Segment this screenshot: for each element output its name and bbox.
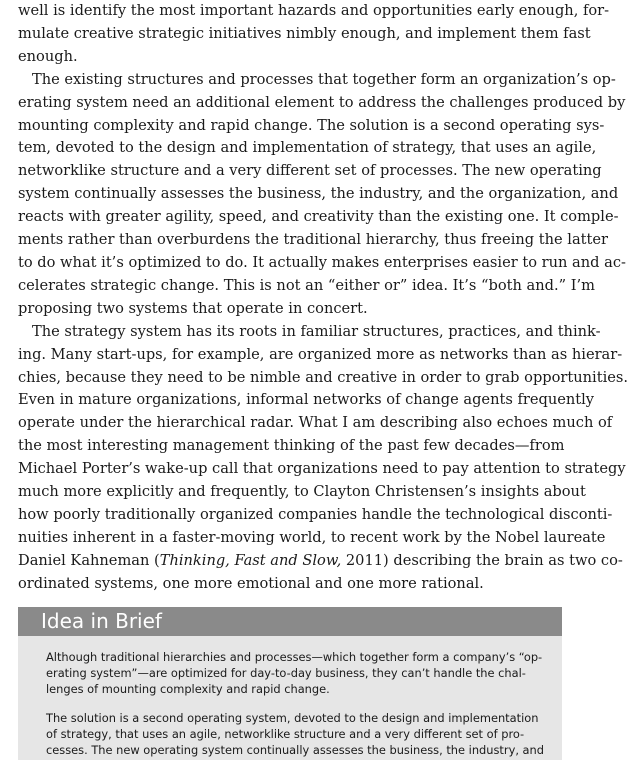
text-line: mulate creative strategic initiatives nimbly enough, and implement them fast bbox=[18, 24, 591, 42]
text-line: ing. Many start-ups, for example, are organized more as networks than as hierar- bbox=[18, 345, 623, 363]
text-line: enough. bbox=[18, 47, 78, 65]
sidebar-line: Although traditional hierarchies and processes—which together form a company’s “op- bbox=[46, 650, 543, 664]
text-line: the most interesting management thinking of the past few decades—from bbox=[18, 437, 565, 455]
sidebar-title: Idea in Brief bbox=[18, 607, 562, 636]
text-line: celerates strategic change. This is not an “either or” idea. It’s “both and.” I’m bbox=[18, 276, 595, 294]
sidebar-paragraph-2 bbox=[46, 710, 542, 759]
text-line: Even in mature organizations, informal networks of change agents frequently bbox=[18, 391, 595, 409]
text-line: reacts with greater agility, speed, and creativity than the existing one. It comple- bbox=[18, 208, 619, 226]
sidebar-body bbox=[18, 636, 562, 758]
text-line: mounting complexity and rapid change. The solution is a second operating sys- bbox=[18, 116, 605, 134]
text-fragment: 2011) describing the brain as two co- bbox=[341, 551, 623, 569]
paragraph-3 bbox=[18, 321, 628, 596]
article-body bbox=[18, 0, 628, 596]
text-line: Michael Porter’s wake-up call that organizations need to pay attention to strategy bbox=[18, 460, 626, 478]
text-line: ments rather than overburdens the traditional hierarchy, thus freeing the latter bbox=[18, 231, 608, 249]
paragraph-2 bbox=[18, 69, 626, 321]
text-line: much more explicitly and frequently, to Clayton Christensen’s insights about bbox=[18, 483, 586, 501]
text-line: well is identify the most important hazards and opportunities early enough, for- bbox=[18, 2, 610, 19]
text-line: how poorly traditionally organized companies handle the technological disconti- bbox=[18, 505, 613, 523]
text-line: chies, because they need to be nimble and creative in order to grab opportunities. bbox=[18, 368, 628, 386]
text-line: proposing two systems that operate in concert. bbox=[18, 299, 368, 317]
sidebar-line: The solution is a second operating system, devoted to the design and implementation bbox=[46, 710, 539, 725]
sidebar-line: lenges of mounting complexity and rapid change. bbox=[46, 682, 330, 697]
text-line: networklike structure and a very different set of processes. The new operating bbox=[18, 162, 602, 180]
sidebar-paragraph-1 bbox=[46, 649, 542, 698]
sidebar-line: of strategy, that uses an agile, networklike structure and a very different set of pro- bbox=[46, 726, 525, 741]
text-line: nuities inherent in a faster-moving world, to recent work by the Nobel laureate bbox=[18, 528, 606, 546]
book-title: Thinking, Fast and Slow, bbox=[159, 551, 342, 569]
text-line: The existing structures and processes that together form an organization’s op- bbox=[32, 70, 616, 88]
text-line-kahneman bbox=[18, 550, 623, 573]
idea-in-brief-sidebar bbox=[18, 607, 562, 760]
text-fragment: Daniel Kahneman ( bbox=[18, 551, 160, 569]
text-line: to do what it’s optimized to do. It actually makes enterprises easier to run and ac- bbox=[18, 253, 626, 271]
text-line: The strategy system has its roots in familiar structures, practices, and think- bbox=[32, 322, 601, 340]
paragraph-1 bbox=[18, 0, 610, 69]
text-line: ordinated systems, one more emotional and one more rational. bbox=[18, 574, 484, 592]
text-line: operate under the hierarchical radar. What I am describing also echoes much of bbox=[18, 414, 613, 432]
text-line: tem, devoted to the design and implementation of strategy, that uses an agile, bbox=[18, 139, 597, 157]
sidebar-line: erating system”—are optimized for day-to-day business, they can’t handle the chal- bbox=[46, 666, 526, 681]
text-line: system continually assesses the business, the industry, and the organization, and bbox=[18, 185, 619, 203]
sidebar-line: cesses. The new operating system continually assesses the business, the industry, and bbox=[46, 743, 544, 758]
text-line: erating system need an additional element to address the challenges produced by bbox=[18, 93, 626, 111]
